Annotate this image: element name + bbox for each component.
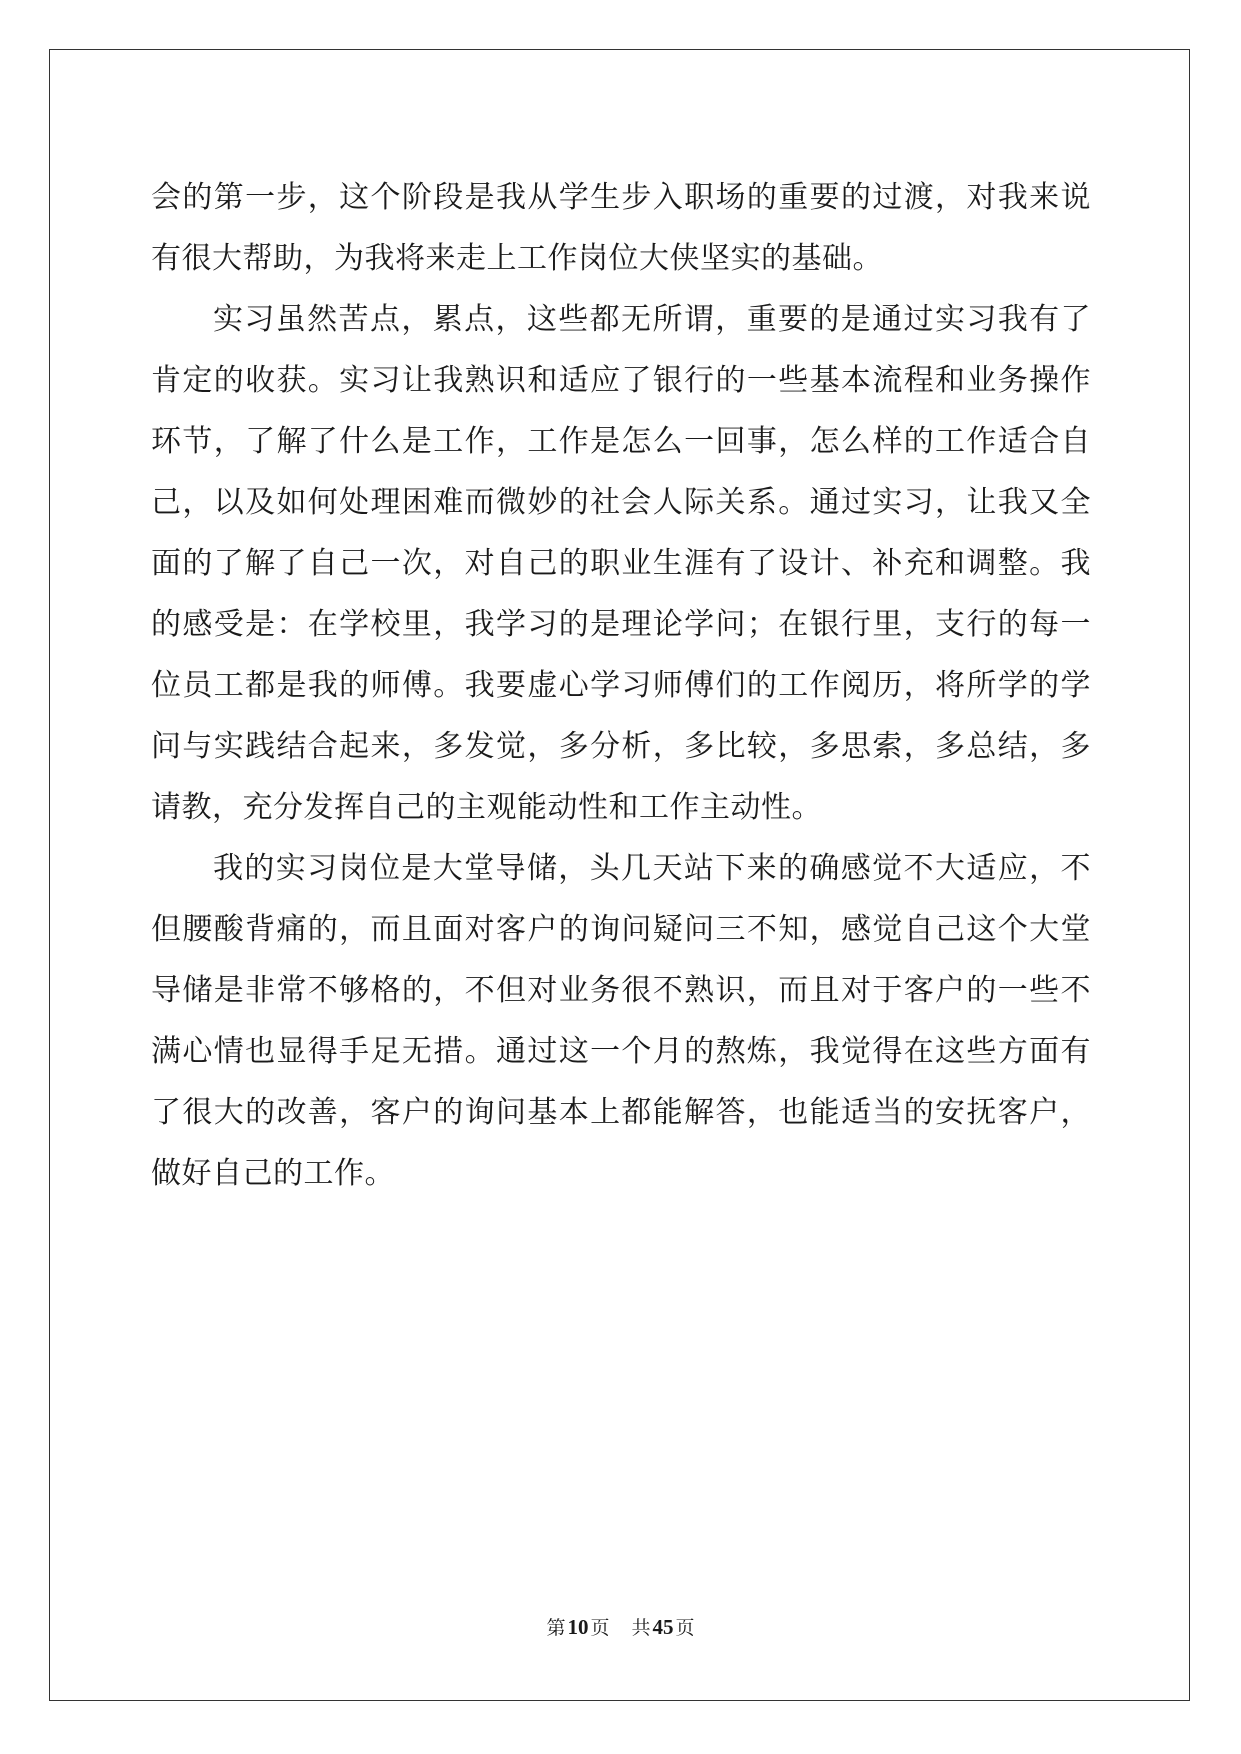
total-pages: 45 [652, 1615, 674, 1639]
total-prefix: 共 [631, 1617, 651, 1639]
text-line: 环节，了解了什么是工作，工作是怎么一回事，怎么样的工作适合自 [151, 424, 1091, 459]
text-line: 位员工都是我的师傅。我要虚心学习师傅们的工作阅历，将所学的学 [151, 668, 1091, 703]
text-line: 了很大的改善，客户的询问基本上都能解答，也能适当的安抚客户， [151, 1095, 1091, 1130]
text-line: 请教，充分发挥自己的主观能动性和工作主动性。 [151, 790, 822, 825]
page-suffix: 页 [590, 1617, 610, 1639]
text-line: 会的第一步，这个阶段是我从学生步入职场的重要的过渡，对我来说 [151, 180, 1091, 215]
text-line: 做好自己的工作。 [151, 1156, 395, 1191]
document-body [151, 167, 1091, 1204]
page-number: 10 [567, 1615, 589, 1639]
text-line: 导储是非常不够格的，不但对业务很不熟识，而且对于客户的一些不 [151, 973, 1091, 1008]
text-line: 的感受是：在学校里，我学习的是理论学问；在银行里，支行的每一 [151, 607, 1091, 642]
page-footer [0, 1613, 1241, 1640]
page-prefix: 第 [546, 1617, 566, 1639]
total-suffix: 页 [675, 1617, 695, 1639]
text-line: 己，以及如何处理困难而微妙的社会人际关系。通过实习，让我又全 [151, 485, 1091, 520]
text-line: 面的了解了自己一次，对自己的职业生涯有了设计、补充和调整。我 [151, 546, 1091, 581]
text-line: 问与实践结合起来，多发觉，多分析，多比较，多思索，多总结，多 [151, 729, 1091, 764]
text-line: 满心情也显得手足无措。通过这一个月的熬炼，我觉得在这些方面有 [151, 1034, 1091, 1069]
text-line: 我的实习岗位是大堂导储，头几天站下来的确感觉不大适应，不 [213, 851, 1091, 886]
text-line: 但腰酸背痛的，而且面对客户的询问疑问三不知，感觉自己这个大堂 [151, 912, 1091, 947]
text-line: 有很大帮助，为我将来走上工作岗位大侠坚实的基础。 [151, 241, 883, 276]
text-line: 实习虽然苦点，累点，这些都无所谓，重要的是通过实习我有了 [213, 302, 1091, 337]
text-line: 肯定的收获。实习让我熟识和适应了银行的一些基本流程和业务操作 [151, 363, 1091, 398]
